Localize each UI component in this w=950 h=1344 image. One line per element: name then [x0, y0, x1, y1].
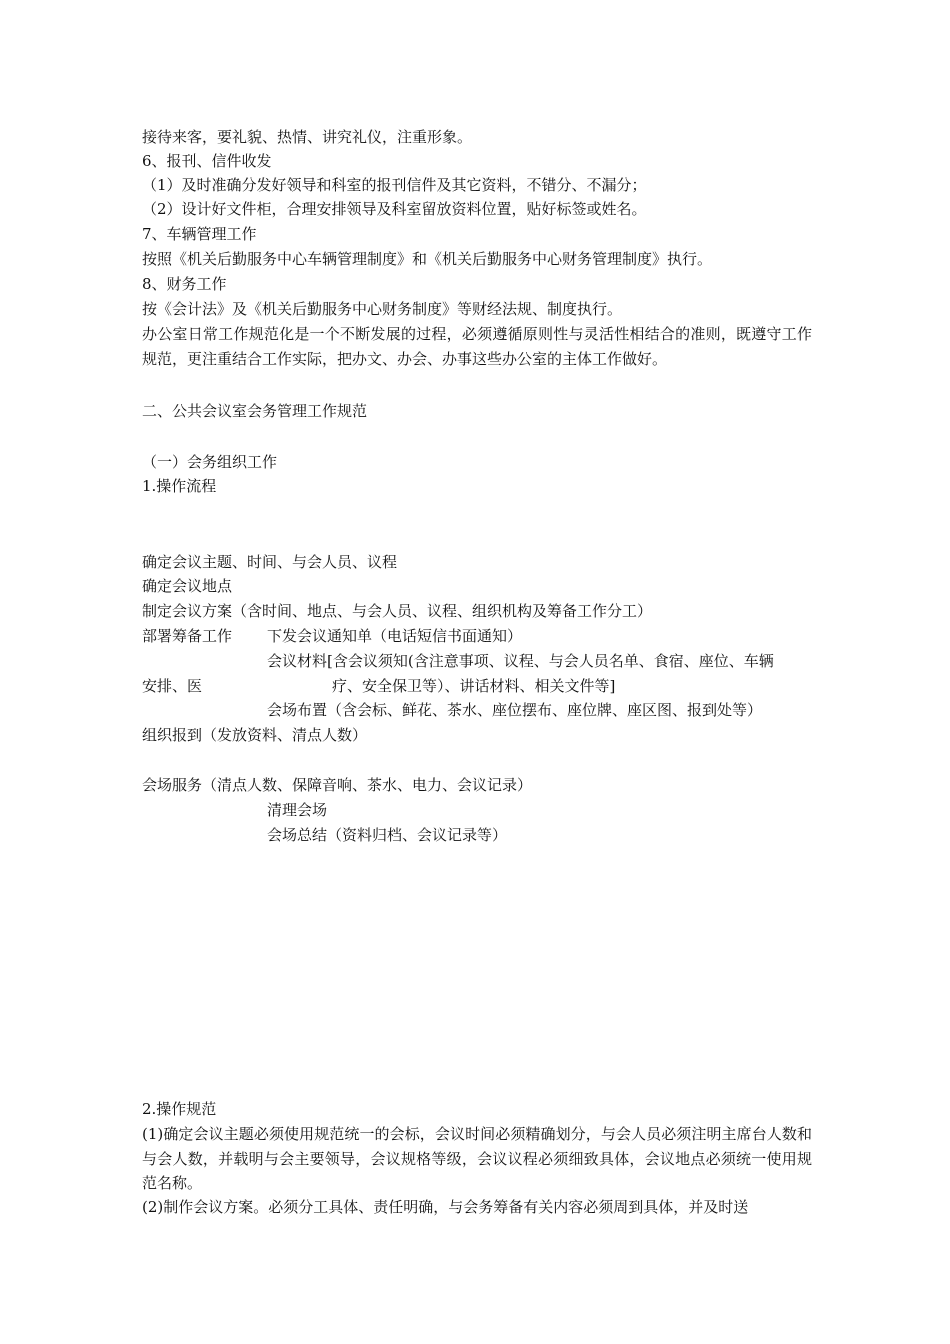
norm-title: 2.操作规范 [142, 1100, 217, 1118]
section-8-body: 按《会计法》及《机关后勤服务中心财务制度》等财经法规、制度执行。 [142, 300, 623, 318]
flow-step-1: 确定会议主题、时间、与会人员、议程 [142, 553, 398, 571]
section-7-body: 按照《机关后勤服务中心车辆管理制度》和《机关后勤服务中心财务管理制度》执行。 [142, 250, 713, 268]
section-7-title: 7、车辆管理工作 [142, 225, 257, 243]
norm-item-1: (1)确定会议主题必须使用规范统一的会标，会议时间必须精确划分，与会人员必须注明主席台人数和与会人数，并载明与会主要领导，会议规格等级，会议议程必须细致具体，会议地点必须统一使用规范名称。 [142, 1125, 812, 1192]
flow-step-4-notice: 下发会议通知单（电话短信书面通知） [267, 627, 523, 645]
flow-step-4-materials-line-2a: 安排、医 [142, 677, 203, 695]
flow-step-4-materials-line-2b: 疗、安全保卫等）、讲话材料、相关文件等] [332, 677, 616, 695]
flow-step-4-materials-line-1: 会议材料[含会议须知(含注意事项、议程、与会人员名单、食宿、座位、车辆 [267, 652, 774, 670]
part-2-title: 二、公共会议室会务管理工作规范 [142, 402, 368, 420]
section-6-item-2: （2）设计好文件柜，合理安排领导及科室留放资料位置，贴好标签或姓名。 [142, 200, 647, 218]
flow-step-8: 会场总结（资料归档、会议记录等） [267, 826, 508, 844]
norm-item-2: (2)制作会议方案。必须分工具体、责任明确，与会务筹备有关内容必须周到具体，并及时送 [142, 1198, 749, 1216]
flow-step-5: 组织报到（发放资料、清点人数） [142, 726, 368, 744]
flow-step-4-label: 部署筹备工作 [142, 627, 233, 645]
reception-text: 接待来客，要礼貌、热情、讲究礼仪，注重形象。 [142, 128, 473, 146]
section-6-item-1: （1）及时准确分发好领导和科室的报刊信件及其它资料，不错分、不漏分； [142, 176, 647, 194]
flow-step-3: 制定会议方案（含时间、地点、与会人员、议程、组织机构及筹备工作分工） [142, 602, 653, 620]
flow-step-6: 会场服务（清点人数、保障音响、茶水、电力、会议记录） [142, 776, 533, 794]
subsection-1-title: （一）会务组织工作 [142, 453, 278, 471]
section-8-title: 8、财务工作 [142, 275, 227, 293]
flow-step-4-venue: 会场布置（含会标、鲜花、茶水、座位摆布、座位牌、座区图、报到处等） [267, 701, 763, 719]
flow-step-7: 清理会场 [267, 801, 328, 819]
flow-step-2: 确定会议地点 [142, 577, 233, 595]
flow-title: 1.操作流程 [142, 477, 217, 495]
summary-paragraph: 办公室日常工作规范化是一个不断发展的过程，必须遵循原则性与灵活性相结合的准则，既遵守工作规范，更注重结合工作实际，把办文、办会、办事这些办公室的主体工作做好。 [142, 325, 812, 368]
section-6-title: 6、报刊、信件收发 [142, 152, 272, 170]
